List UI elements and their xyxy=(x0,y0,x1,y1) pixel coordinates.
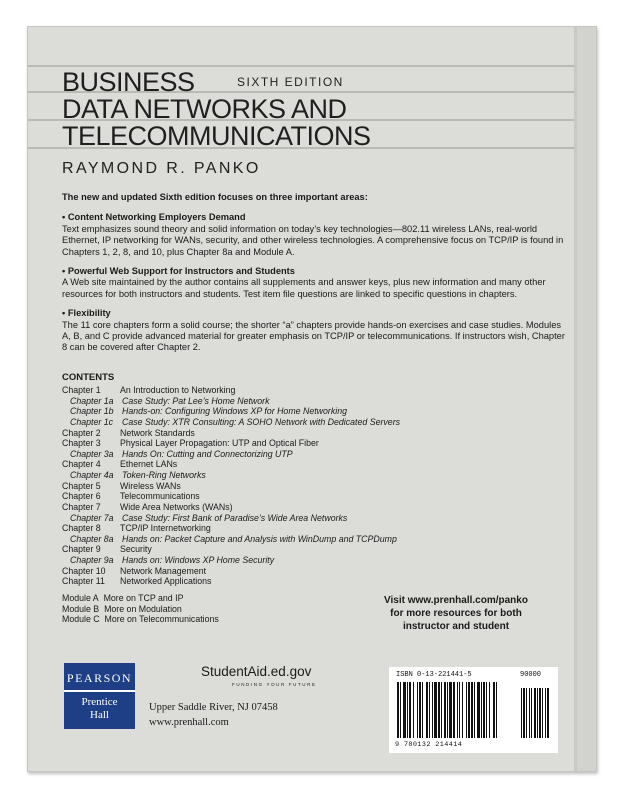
chapter-title: TCP/IP Internetworking xyxy=(120,523,211,534)
toc-row xyxy=(62,555,422,566)
module-title: More on TCP and IP xyxy=(103,592,184,603)
barcode-bar xyxy=(441,682,442,738)
studentaid-tagline: FUNDING YOUR FUTURE xyxy=(232,682,317,687)
section-text: Text emphasizes sound theory and solid information on today’s key technologies—802.11 wireless LANs, real-world Ethernet, IP networking for WANs, security, and other wireless technologies. A comprehensive focus on TCP/IP is found in Chapters 1, 2, 8, and 10, plus Chapter 8a and Module A. xyxy=(62,223,564,257)
chapter-number: Chapter 9a xyxy=(70,555,114,565)
toc-row xyxy=(62,513,422,524)
chapter-title: Hands-on: Configuring Windows XP for Home Networking xyxy=(122,406,347,417)
contents-heading: CONTENTS xyxy=(62,372,115,383)
barcode-bars xyxy=(397,682,552,740)
barcode-addon-bar xyxy=(539,688,541,738)
section-heading: • Flexibility xyxy=(62,308,567,319)
toc-row xyxy=(62,470,422,481)
barcode-bar xyxy=(468,682,470,738)
barcode-bar xyxy=(407,682,408,738)
toc-row xyxy=(62,385,422,396)
barcode-bar xyxy=(453,682,455,738)
toc-row xyxy=(62,491,422,502)
barcode-bar xyxy=(419,682,421,738)
isbn-label: ISBN 0-13-221441-5 xyxy=(396,671,472,679)
chapter-title: Networked Applications xyxy=(120,576,212,587)
chapter-number: Chapter 4a xyxy=(70,470,114,480)
logo-brand: PEARSON xyxy=(66,671,133,685)
chapter-number: Chapter 1a xyxy=(70,395,114,406)
chapter-title: Ethernet LANs xyxy=(120,459,178,470)
chapter-number: Chapter 7a xyxy=(70,512,114,523)
isbn-barcode xyxy=(389,667,558,753)
barcode-bar xyxy=(403,682,406,738)
toc-row xyxy=(62,534,422,545)
barcode-bar xyxy=(493,682,495,738)
chapter-title: Case Study: Pat Lee’s Home Network xyxy=(122,395,270,406)
toc-row xyxy=(62,576,422,587)
chapter-title: Physical Layer Propagation: UTP and Optical Fiber xyxy=(120,438,319,449)
section-text: The 11 core chapters form a solid course; the shorter “a” chapters provide hands-on exercises and case studies. Modules A, B, and C provide advanced material for greater emphasis on TCP/IP or telecommunications. If instructors wish, Chapter 8 can be covered after Chapter 2. xyxy=(62,319,565,353)
promo-line: Visit www.prenhall.com/panko xyxy=(384,595,528,606)
chapter-number: Chapter 1 xyxy=(62,385,101,395)
address-text: Upper Saddle River, NJ 07458 xyxy=(149,702,278,713)
section-text: A Web site maintained by the author contains all supplements and answer keys, plus new information and many other resources for both instructors and students. Test item file questions are linked to specific questions in chapters. xyxy=(62,277,546,299)
chapter-title: Hands on: Packet Capture and Analysis with WinDump and TCPDump xyxy=(122,533,397,544)
barcode-addon-bar xyxy=(542,688,543,738)
chapter-number: Chapter 5 xyxy=(62,480,101,491)
price-code: 90000 xyxy=(520,671,542,679)
title-line-2: DATA NETWORKS AND xyxy=(62,94,347,124)
barcode-addon-bar xyxy=(531,688,532,738)
barcode-bar xyxy=(481,682,482,738)
chapter-title: Security xyxy=(120,544,152,555)
book-back-cover xyxy=(27,26,597,772)
module-title: More on Telecommunications xyxy=(104,614,219,625)
chapter-number: Chapter 6 xyxy=(62,491,101,502)
barcode-addon-bar xyxy=(521,688,522,738)
chapter-title: Telecommunications xyxy=(120,491,200,502)
barcode-addon-bar xyxy=(547,688,549,738)
module-number: Module A xyxy=(62,592,99,603)
toc-row xyxy=(62,396,422,407)
barcode-bar xyxy=(413,682,414,738)
barcode-bar xyxy=(397,682,399,738)
promo-line: instructor and student xyxy=(402,621,510,632)
edition-label: SIXTH EDITION xyxy=(237,75,344,89)
table-of-contents xyxy=(62,385,422,625)
chapter-number: Chapter 1b xyxy=(70,406,114,417)
barcode-bar xyxy=(486,682,487,738)
chapter-title: Token-Ring Networks xyxy=(122,470,206,480)
barcode-bar xyxy=(474,682,475,738)
toc-row xyxy=(62,544,422,555)
pearson-prentice-hall-logo xyxy=(64,663,135,729)
chapter-number: Chapter 3 xyxy=(62,438,101,449)
barcode-bar xyxy=(409,682,411,738)
barcode-bar xyxy=(462,682,463,738)
title-line-3: TELECOMMUNICATIONS xyxy=(62,121,371,151)
barcode-bar xyxy=(477,682,480,738)
author-name: RAYMOND R. PANKO xyxy=(62,160,261,177)
book-spine xyxy=(577,27,596,771)
chapter-title: Case Study: XTR Consulting: A SOHO Network with Dedicated Servers xyxy=(122,416,401,427)
logo-rule xyxy=(64,690,135,692)
module-number: Module C xyxy=(62,614,100,625)
barcode-bar xyxy=(434,682,437,738)
chapter-number: Chapter 8 xyxy=(62,523,101,534)
barcode-bar xyxy=(426,682,428,738)
chapter-title: Wide Area Networks (WANs) xyxy=(120,501,233,512)
blurb-lead: The new and updated Sixth edition focuses on three important areas: xyxy=(62,192,368,202)
toc-row xyxy=(62,481,422,492)
barcode-bar xyxy=(459,682,460,738)
barcode-bar xyxy=(447,682,448,738)
toc-row xyxy=(62,459,422,470)
chapter-number: Chapter 9 xyxy=(62,544,101,555)
ean-number: 9 780132 214414 xyxy=(395,741,463,749)
title-line-1: BUSINESS xyxy=(62,67,195,97)
promo-line: for more resources for both xyxy=(390,608,522,619)
chapter-title: An Introduction to Networking xyxy=(120,385,236,395)
toc-row xyxy=(62,428,422,439)
chapter-number: Chapter 3a xyxy=(70,448,114,459)
chapter-number: Chapter 10 xyxy=(62,565,106,576)
studentaid-logo: StudentAid.ed.gov xyxy=(201,664,312,679)
imprint-line: Hall xyxy=(90,709,109,721)
barcode-addon-bar xyxy=(545,688,546,738)
section-heading: • Powerful Web Support for Instructors and Students xyxy=(62,266,567,277)
chapter-title: Hands On: Cutting and Connectorizing UTP xyxy=(122,448,293,459)
publisher-website: www.prenhall.com xyxy=(149,717,229,728)
chapter-title: Case Study: First Bank of Paradise’s Wide Area Networks xyxy=(122,512,348,523)
barcode-addon-bar xyxy=(526,688,527,738)
description-blurb xyxy=(62,192,567,362)
barcode-addon-bar xyxy=(529,688,530,738)
barcode-bar xyxy=(457,682,458,738)
chapter-number: Chapter 11 xyxy=(62,576,105,587)
toc-row xyxy=(62,566,422,577)
barcode-bar xyxy=(429,682,430,738)
chapter-number: Chapter 7 xyxy=(62,501,101,512)
chapter-number: Chapter 2 xyxy=(62,427,101,438)
barcode-addon-bar xyxy=(537,688,538,738)
chapter-title: Network Standards xyxy=(120,427,195,438)
toc-row xyxy=(62,502,422,513)
toc-row xyxy=(62,417,422,428)
chapter-title: Wireless WANs xyxy=(120,480,181,491)
section-heading: • Content Networking Employers Demand xyxy=(62,212,567,223)
barcode-bar xyxy=(496,682,497,738)
website-promo xyxy=(361,594,551,633)
toc-row xyxy=(62,406,422,417)
barcode-bar xyxy=(422,682,423,738)
chapter-number: Chapter 1c xyxy=(70,416,114,427)
chapter-title: Hands on: Windows XP Home Security xyxy=(122,555,275,565)
toc-row xyxy=(62,449,422,460)
barcode-bar xyxy=(483,682,485,738)
barcode-bar xyxy=(400,682,401,738)
imprint-line: Prentice xyxy=(81,696,118,708)
barcode-bar xyxy=(466,682,467,738)
logo-imprint xyxy=(64,696,135,722)
module-title: More on Modulation xyxy=(104,603,182,614)
barcode-addon-bar xyxy=(523,688,525,738)
barcode-bar xyxy=(489,682,490,738)
module-number: Module B xyxy=(62,603,100,614)
barcode-bar xyxy=(432,682,433,738)
barcode-bar xyxy=(417,682,418,738)
barcode-addon-bar xyxy=(534,688,536,738)
barcode-bar xyxy=(444,682,446,738)
barcode-bar xyxy=(449,682,452,738)
toc-row xyxy=(62,523,422,534)
toc-row xyxy=(62,438,422,449)
publisher-address xyxy=(149,700,278,730)
chapter-title: Network Management xyxy=(120,565,207,576)
chapter-number: Chapter 4 xyxy=(62,459,101,470)
chapter-number: Chapter 8a xyxy=(70,533,114,544)
barcode-bar xyxy=(471,682,473,738)
barcode-bar xyxy=(438,682,440,738)
